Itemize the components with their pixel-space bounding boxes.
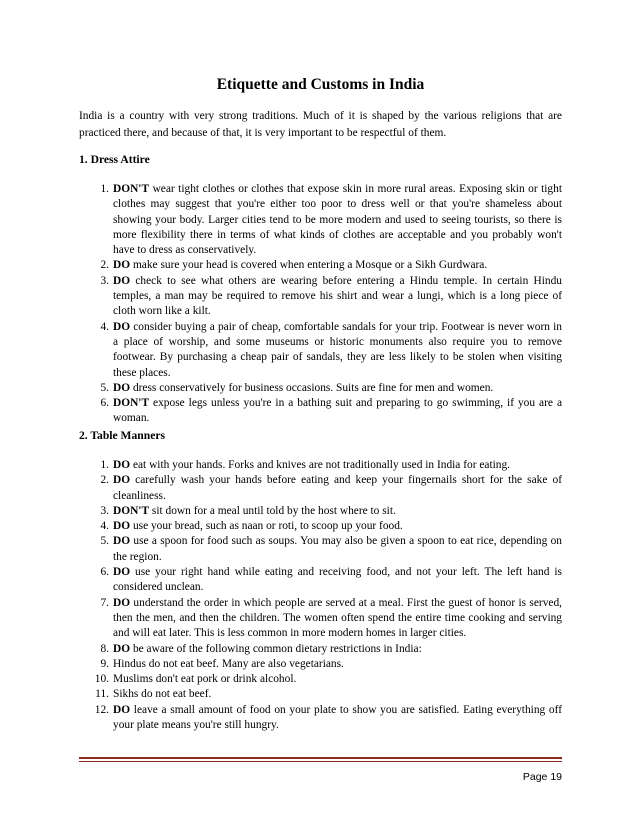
list-item: 4. DO consider buying a pair of cheap, comfortable sandals for your trip. Footwear is never worn in a place of worship, and some museums or historic monuments also require you to remove footwear. By purchasing a cheap pair of sandals, they are less likely to be stolen when visiting these places. bbox=[100, 320, 562, 379]
document-page bbox=[79, 0, 562, 826]
intro-paragraph: India is a country with very strong traditions. Much of it is shaped by the various religions that are practiced there, and because of that, it is very important to be respectful of them. bbox=[79, 110, 562, 139]
list-item: 2. DO carefully wash your hands before eating and keep your fingernails short for the sake of cleanliness. bbox=[100, 474, 562, 502]
list-item: 8. DO be aware of the following common dietary restrictions in India: bbox=[100, 642, 422, 655]
list-item: 3. DON'T sit down for a meal until told by the host where to sit. bbox=[100, 504, 396, 517]
list-item: 6. DO use your right hand while eating and receiving food, and not your left. The left hand is considered unclean. bbox=[100, 566, 562, 594]
list-item: 9. Hindus do not eat beef. Many are also vegetarians. bbox=[100, 657, 344, 670]
section-heading-dress-attire: 1. Dress Attire bbox=[79, 153, 150, 166]
page-number: Page 19 bbox=[522, 771, 562, 783]
list-item: 7. DO understand the order in which people are served at a meal. First the guest of honor is served, then the men, and then the children. The women often spend the entire time cooking and serving and will eat later. This is less common in more modern homes in larger cities. bbox=[100, 596, 562, 640]
list-item: 1. DO eat with your hands. Forks and knives are not traditionally used in India for eating. bbox=[100, 459, 511, 471]
dress-attire-list bbox=[79, 182, 562, 427]
footer-rule-thin bbox=[79, 761, 562, 762]
list-item: 12. DO leave a small amount of food on your plate to show you are satisfied. Eating everything off your plate means you're still hungry. bbox=[94, 703, 562, 732]
list-item: 5. DO dress conservatively for business occasions. Suits are fine for men and women. bbox=[100, 381, 494, 394]
list-item: 3. DO check to see what others are wearing before entering a Hindu temple. In certain Hindu temples, a man may be required to remove his shirt and wear a lungi, which is a long piece of cloth worn like a kilt. bbox=[100, 274, 562, 318]
list-item: 6. DON'T expose legs unless you're in a bathing suit and preparing to go swimming, if you are a woman. bbox=[100, 397, 562, 425]
footer-rule-thick bbox=[79, 757, 562, 759]
list-item: 10. Muslims don't eat pork or drink alcohol. bbox=[94, 673, 297, 686]
table-manners-list bbox=[79, 458, 562, 733]
section-heading-table-manners: 2. Table Manners bbox=[79, 429, 166, 442]
list-item: 11. Sikhs do not eat beef. bbox=[95, 688, 212, 701]
list-item: 2. DO make sure your head is covered when entering a Mosque or a Sikh Gurdwara. bbox=[100, 259, 488, 272]
list-item: 5. DO use a spoon for food such as soups. You may also be given a spoon to eat rice, depending on the region. bbox=[100, 535, 562, 563]
page-title: Etiquette and Customs in India bbox=[216, 76, 425, 93]
list-item: 1. DON'T wear tight clothes or clothes that expose skin in more rural areas. Exposing skin or tight clothes may suggest that you're either too poor to dress well or that you're shameless about showing your body. Larger cities tend to be more modern and used to seeing tourists, so there is more flexibility there in terms of what kinds of clothes are acceptable and you probably won't have to dress as conservatively. bbox=[100, 183, 562, 257]
list-item: 4. DO use your bread, such as naan or roti, to scoop up your food. bbox=[100, 520, 403, 533]
